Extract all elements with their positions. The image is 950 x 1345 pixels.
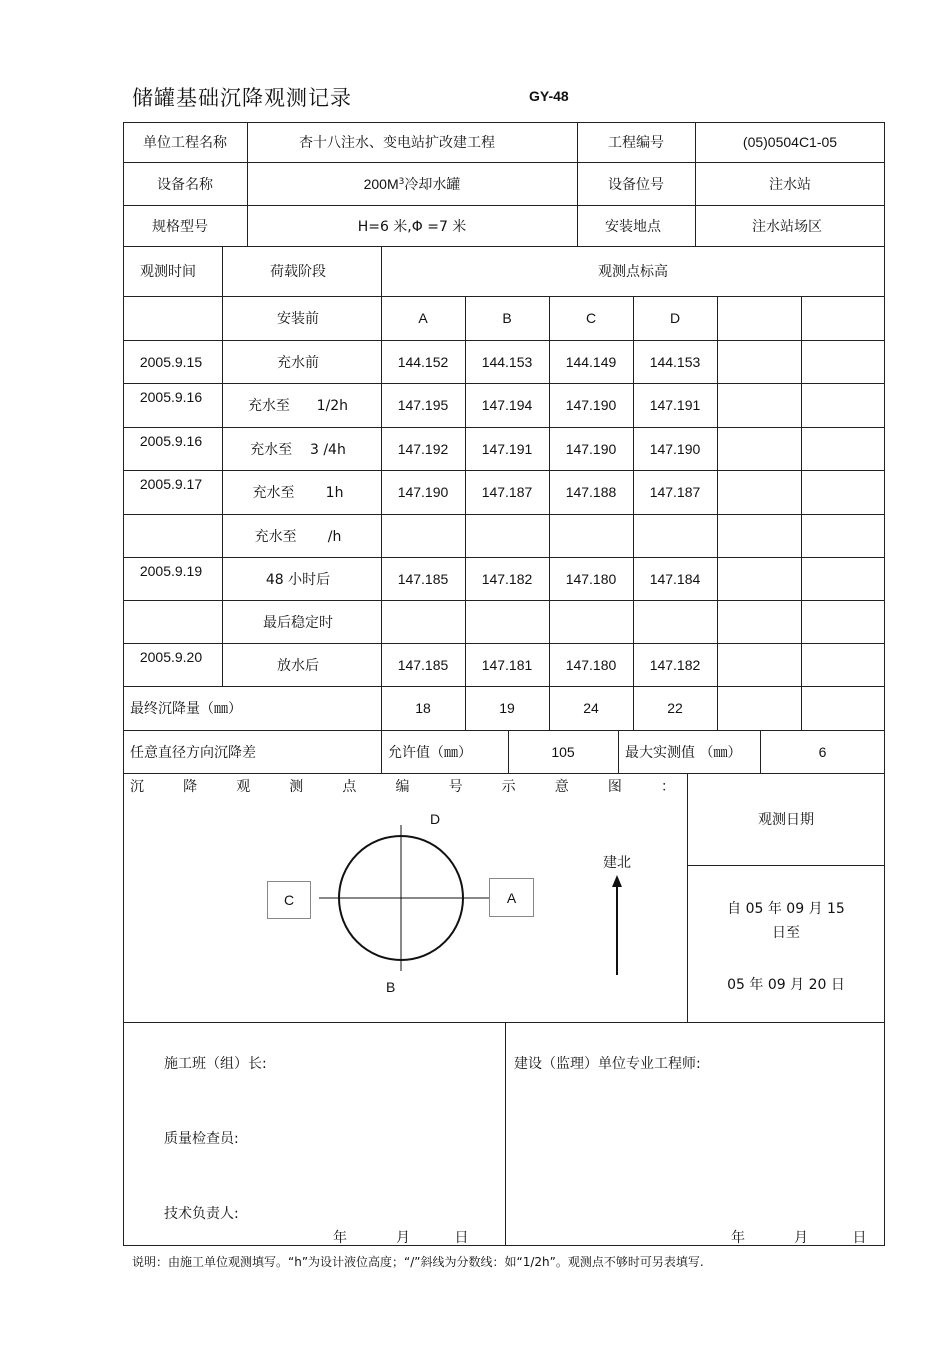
point-c-box: C (267, 881, 311, 919)
elevation-value (381, 296, 465, 340)
elevation-value: 147.184 (649, 570, 701, 587)
observation-date: 2005.9.16 (139, 389, 203, 405)
settlement-point-diagram (123, 773, 687, 1022)
elevation-value: 147.182 (481, 570, 533, 587)
allowed-label: 允许值（㎜） (388, 744, 472, 761)
point-a-box: A (489, 878, 534, 917)
elevation-value: 147.182 (649, 656, 701, 673)
observation-date (123, 514, 219, 557)
observation-date-end: 05 年 09 月 20 日 (727, 977, 845, 993)
diagram-title-char: 号 (448, 779, 463, 795)
elevation-value (549, 296, 633, 340)
elevation-value: 147.190 (565, 440, 617, 457)
point-d-label: D (430, 811, 441, 827)
elevation-value (465, 296, 549, 340)
diagram-title-char: 测 (289, 779, 304, 795)
max-measured-value: 6 (818, 743, 827, 760)
final-value: 18 (415, 700, 431, 716)
load-stage: 最后稳定时 (263, 614, 333, 631)
supervisor-label: 建设（监理）单位专业工程师: (514, 1056, 701, 1072)
elevation-value: 147.190 (565, 397, 617, 413)
elevation-value: 147.185 (397, 570, 449, 587)
load-stage: 充水前 (277, 354, 319, 371)
diagram-title-char: 编 (395, 779, 410, 795)
elevation-value: 147.190 (397, 484, 449, 500)
position-label: 设备位号 (608, 176, 664, 193)
elevation-value: 147.180 (565, 656, 617, 673)
north-arrow-head (612, 875, 622, 887)
project-number-label: 工程编号 (608, 135, 664, 151)
elevation-value (465, 600, 549, 643)
load-stage: 充水至 1h (252, 485, 344, 501)
elevation-value: 147.185 (397, 656, 449, 673)
elevation-value (633, 514, 717, 557)
allowed-value: 105 (551, 743, 575, 760)
left-date-line: 年 月 日 (333, 1230, 469, 1246)
right-date-line: 年 月 日 (731, 1230, 867, 1246)
load-stage: 充水至 3 /4h (250, 441, 346, 458)
elevation-value (549, 600, 633, 643)
load-stage: 48 小时后 (265, 571, 331, 588)
elevation-value (381, 514, 465, 557)
position-value: 注水站 (769, 176, 811, 193)
diagram-title-char: 沉 (130, 779, 144, 795)
spec-value: H=6 米,Φ =7 米 (357, 218, 467, 235)
load-stage: 充水至 /h (254, 528, 342, 545)
location-value: 注水站场区 (752, 218, 822, 235)
elevation-value: 147.187 (481, 484, 533, 500)
final-value: 19 (499, 700, 515, 716)
elevation-value: 147.181 (481, 656, 533, 673)
elevation-value: 147.192 (397, 440, 449, 457)
observation-date-title: 观测日期 (758, 812, 814, 828)
load-stage: 放水后 (277, 657, 319, 674)
elevation-value: 144.153 (481, 353, 533, 370)
diagram-title-char: 点 (342, 779, 357, 795)
elevation-value: 147.194 (481, 397, 533, 413)
point-label: D (669, 310, 681, 326)
elevation-value (465, 514, 549, 557)
load-stage: 充水至 1/2h (247, 398, 349, 414)
equipment-value: 200M $^3$ 冷却水罐 (363, 175, 461, 193)
document-title: 储罐基础沉降观测记录 (132, 86, 352, 110)
tech-lead-label: 技术负责人: (164, 1206, 239, 1222)
elevation-value: 147.180 (565, 570, 617, 587)
max-measured-label: 最大实测值 （㎜） (625, 744, 742, 761)
diagram-title-char: 意 (554, 779, 569, 795)
elevation-header: 观测点标高 (598, 264, 668, 280)
load-stage: 安装前 (277, 311, 319, 327)
observation-date-start: 自 05 年 09 月 15 (727, 901, 845, 917)
unit-label: 单位工程名称 (143, 135, 227, 151)
diagram-title-char: 图 (607, 779, 622, 795)
final-settlement-label: 最终沉降量（㎜） (130, 701, 242, 717)
unit-value: 杏十八注水、变电站扩改建工程 (299, 135, 495, 151)
elevation-value: 147.191 (649, 397, 701, 413)
observation-date: 2005.9.19 (139, 563, 203, 579)
diagram-title-char: 观 (236, 779, 251, 795)
stage-header: 荷载阶段 (270, 264, 326, 280)
observation-date: 2005.9.15 (139, 353, 203, 370)
diameter-diff-label: 任意直径方向沉降差 (130, 744, 256, 761)
elevation-value: 147.195 (397, 397, 449, 413)
elevation-value (549, 514, 633, 557)
observation-date: 2005.9.17 (139, 476, 203, 492)
final-value: 24 (583, 700, 599, 716)
observation-date: 2005.9.20 (139, 649, 203, 665)
elevation-value: 147.190 (649, 440, 701, 457)
observation-date-to: 日至 (772, 925, 800, 941)
observation-date: 2005.9.16 (139, 433, 203, 449)
diagram-title-char: 示 (501, 779, 516, 795)
footnote: 说明：由施工单位观测填写。“h”为设计液位高度；“/”斜线为分数线：如“1/2h”。观测点不够时可另表填写. (132, 1255, 704, 1269)
elevation-value (633, 600, 717, 643)
observation-date (123, 600, 219, 643)
time-header: 观测时间 (140, 264, 196, 280)
point-label: A (418, 310, 428, 326)
equipment-label: 设备名称 (157, 176, 213, 193)
north-label: 建北 (603, 855, 631, 871)
point-label: B (502, 310, 512, 326)
diagram-title-char: ： (660, 779, 675, 795)
team-leader-label: 施工班（组）长: (164, 1056, 267, 1072)
elevation-value: 147.188 (565, 484, 617, 500)
project-number-value: (05)0504C1-05 (742, 134, 838, 150)
spec-label: 规格型号 (152, 218, 208, 235)
elevation-value: 144.153 (649, 353, 701, 370)
inspector-label: 质量检查员: (164, 1131, 239, 1147)
location-label: 安装地点 (605, 218, 661, 235)
elevation-value (381, 600, 465, 643)
elevation-value: 147.191 (481, 440, 533, 457)
final-value: 22 (667, 700, 683, 716)
elevation-value: 144.152 (397, 353, 449, 370)
point-label: C (585, 310, 597, 326)
observation-date (123, 296, 219, 340)
point-b-label: B (386, 979, 396, 995)
elevation-value: 147.187 (649, 484, 701, 500)
elevation-value (633, 296, 717, 340)
form-code: GY-48 (529, 88, 569, 104)
elevation-value: 144.149 (565, 353, 617, 370)
diagram-title-char: 降 (183, 779, 198, 795)
